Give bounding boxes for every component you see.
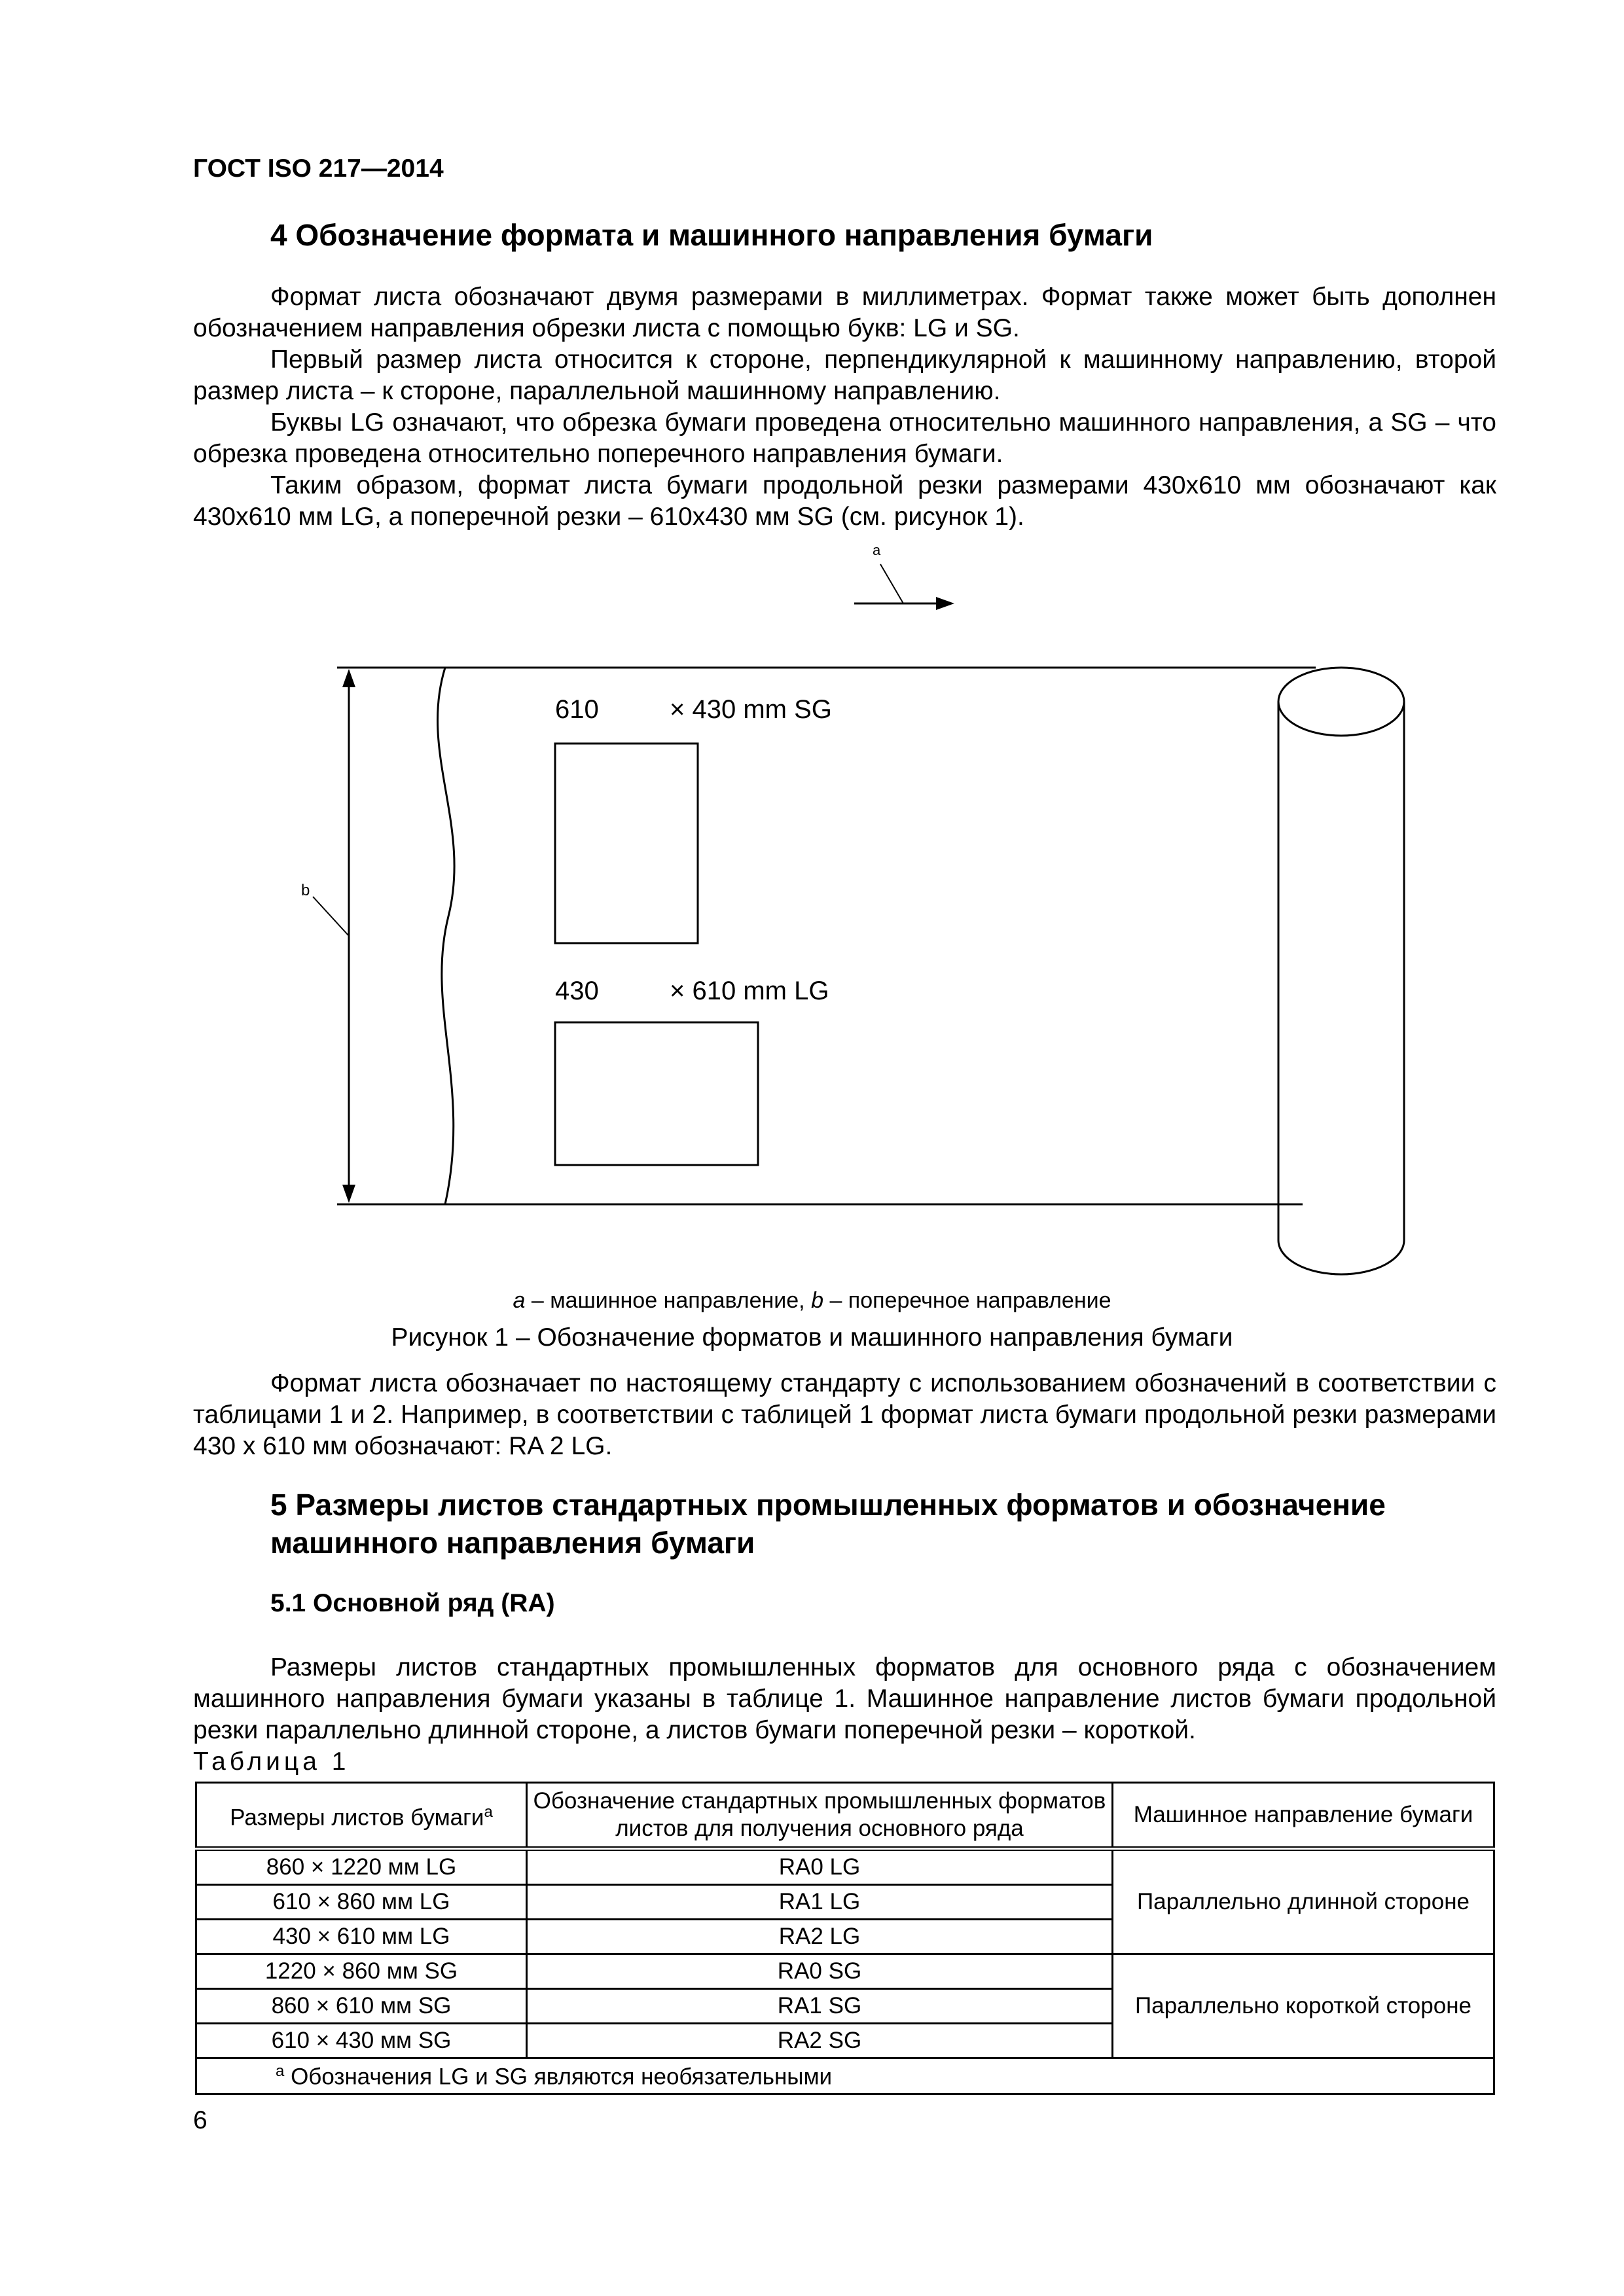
table-1 <box>195 1782 1495 2095</box>
section-5-1-paragraph: Размеры листов стандартных промышленных форматов для основного ряда с обозначением машинного направления бумаги указаны в таблице 1. Машинное направление листов бумаги продольной резки параллельно длинной стороне, а листов бумаги поперечной резки – короткой. <box>193 1653 1496 1744</box>
cell-size: 860 × 1220 мм LG <box>196 1849 527 1885</box>
figure-1-legend: a – машинное направление, b – поперечное направление <box>513 1288 1111 1313</box>
table-row <box>196 1954 1494 1989</box>
table-footnote-row <box>196 2058 1494 2094</box>
section-4-paragraph-2: Первый размер листа относится к стороне, перпендикулярной к машинному направлению, второй размер листа – к стороне, параллельной машинному направлению. <box>193 346 1496 405</box>
cell-code: RA0 SG <box>527 1954 1113 1989</box>
paper-roll <box>1278 668 1404 1274</box>
cell-code: RA2 SG <box>527 2024 1113 2058</box>
sheet-lg-width: 430 <box>555 977 599 1005</box>
cell-direction-long: Параллельно длинной стороне <box>1113 1849 1494 1954</box>
table-row <box>196 1849 1494 1885</box>
cell-size: 610 × 430 мм SG <box>196 2024 527 2058</box>
subsection-5-1-title: 5.1 Основной ряд (RA) <box>270 1589 555 1617</box>
cell-code: RA2 LG <box>527 1920 1113 1954</box>
header-machine-direction: Машинное направление бумаги <box>1113 1783 1494 1849</box>
after-figure-paragraph: Формат листа обозначает по настоящему стандарту с использованием обозначений в соответствии с таблицами 1 и 2. Например, в соответствии с таблицей 1 формат листа бумаги продольной резки размерами 430 x 610 мм обозначают: RA 2 LG. <box>193 1369 1496 1460</box>
cell-size: 430 × 610 мм LG <box>196 1920 527 1954</box>
section-5-title-line-1: 5 Размеры листов стандартных промышленных форматов и обозначение <box>270 1488 1386 1522</box>
label-a: a <box>873 542 881 558</box>
section-5-title-line-2: машинного направления бумаги <box>270 1526 755 1560</box>
cell-size: 860 × 610 мм SG <box>196 1989 527 2024</box>
sheet-sg-label: × 430 mm SG <box>670 695 832 724</box>
cell-size: 610 × 860 мм LG <box>196 1885 527 1920</box>
cell-size: 1220 × 860 мм SG <box>196 1954 527 1989</box>
cross-direction-dimension <box>313 669 355 1203</box>
header-sheet-size: Размеры листов бумаги$^a$ <box>196 1783 527 1849</box>
section-4-title: 4 Обозначение формата и машинного направления бумаги <box>270 218 1153 252</box>
cell-code: RA1 SG <box>527 1989 1113 2024</box>
cell-code: RA0 LG <box>527 1849 1113 1885</box>
sheet-sg-width: 610 <box>555 695 599 724</box>
table-footnote: $^a$ Обозначения LG и SG являются необязательными <box>196 2058 1494 2094</box>
document-header: ГОСТ ISO 217—2014 <box>193 154 444 183</box>
label-b: b <box>301 882 310 899</box>
sheet-sg-rect <box>555 744 698 943</box>
cell-code: RA1 LG <box>527 1885 1113 1920</box>
machine-direction-arrow <box>854 564 954 610</box>
figure-1-caption: Рисунок 1 – Обозначение форматов и машинного направления бумаги <box>391 1323 1233 1352</box>
sheet-lg-label: × 610 mm LG <box>670 977 829 1005</box>
page-number: 6 <box>193 2106 208 2134</box>
sheet-lg-rect <box>555 1022 758 1165</box>
section-4-paragraph-3: Буквы LG означают, что обрезка бумаги проведена относительно машинного направления, а SG – что обрезка проведена относительно поперечного направления бумаги. <box>193 408 1496 468</box>
section-4-paragraph-4: Таким образом, формат листа бумаги продольной резки размерами 430x610 мм обозначают как 430x610 мм LG, а поперечной резки – 610x430 мм SG (см. рисунок 1). <box>193 471 1496 531</box>
figure-1-diagram <box>0 537 1624 1283</box>
table-header-row <box>196 1783 1494 1849</box>
paper-web <box>337 668 1316 1204</box>
cell-direction-short: Параллельно короткой стороне <box>1113 1954 1494 2058</box>
header-format-designation: Обозначение стандартных промышленных форматов листов для получения основного ряда <box>527 1783 1113 1849</box>
section-5-title <box>270 1486 1386 1562</box>
table-1-label: Таблица 1 <box>193 1748 350 1776</box>
section-4-paragraph-1: Формат листа обозначают двумя размерами в миллиметрах. Формат также может быть дополнен обозначением направления обрезки листа с помощью букв: LG и SG. <box>193 283 1496 342</box>
